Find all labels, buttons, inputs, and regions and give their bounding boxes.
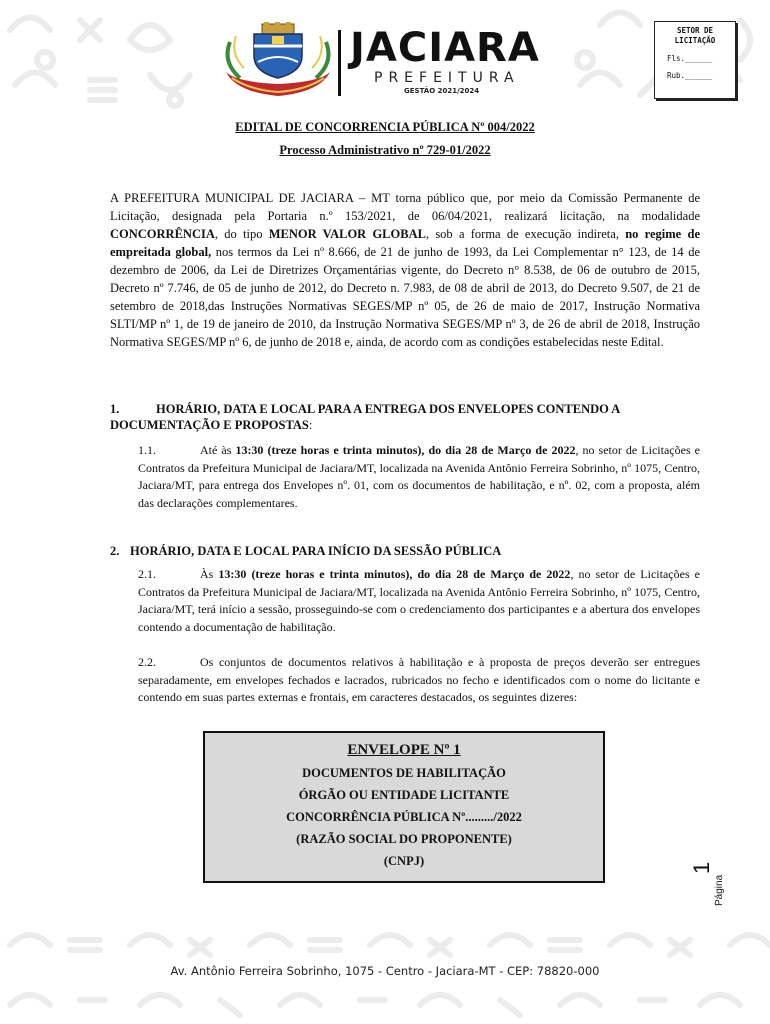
envelope-line-3: CONCORRÊNCIA PÚBLICA Nº........./2022 <box>286 810 522 824</box>
item-2-2-text: Os conjuntos de documentos relativos à habilitação e à proposta de preços deverão ser entregues separadamente, em envelopes fechados e lacrados, rubricados no fecho e identificados com o nome do licitante e contendo em suas partes externas e frontais, em caracteres destacados, os seguintes dizeres: <box>138 655 700 704</box>
term-label: GESTÃO 2021/2024 <box>404 87 480 95</box>
page-number-value: 1 <box>689 861 714 874</box>
city-name: JACIARA <box>350 25 540 71</box>
section-1-number: 1. <box>110 402 120 416</box>
prefeitura-label: PREFEITURA <box>374 70 520 86</box>
section-2-title: HORÁRIO, DATA E LOCAL PARA INÍCIO DA SESSÃO PÚBLICA <box>130 544 502 558</box>
section-1-heading <box>110 401 700 433</box>
stamp-title-line2: LICITAÇÃO <box>674 36 716 45</box>
item-2-1-text-c: , no setor de Licitações e Contratos da Prefeitura Municipal de Jaciara/MT, localizada na Avenida Antônio Ferreira Sobrinho, nº 1075, Centro, Jaciara/MT, terá início a sessão, prosseguindo-se com o credenciamento dos participantes e a abertura dos envelopes contendo a documentação de habilitação. <box>138 567 700 634</box>
item-2-1-date: 13:30 (treze horas e trinta minutos), do dia 28 de Março de 2022 <box>218 567 571 581</box>
page-label: Página <box>714 874 725 906</box>
licitacao-stamp <box>654 21 736 99</box>
item-1-1-text-c: , no setor de Licitações e Contratos da Prefeitura Municipal de Jaciara/MT, localizada na Avenida Antônio Ferreira Sobrinho, nº 1075, Centro, Jaciara/MT, para entrega dos Envelopes nº. 01, com os documentos de habilitação, e nº. 02, com a proposta, além das declarações complementares. <box>138 443 700 510</box>
edital-title: EDITAL DE CONCORRENCIA PÚBLICA Nº 004/2022 <box>235 120 535 134</box>
intro-text-2: , do tipo <box>214 227 269 241</box>
section-2-number: 2. <box>110 544 120 558</box>
envelope-line-5: (CNPJ) <box>383 854 425 868</box>
brand-divider <box>338 30 341 96</box>
stamp-title <box>655 26 735 46</box>
footer-address: Av. Antônio Ferreira Sobrinho, 1075 - Centro - Jaciara-MT - CEP: 78820-000 <box>170 964 600 978</box>
intro-bold-3: no regime de empreitada global, <box>110 227 700 259</box>
item-1-1 <box>138 442 700 512</box>
envelope-line-4: (RAZÃO SOCIAL DO PROPONENTE) <box>296 832 512 846</box>
stamp-rub: Rub.______ <box>667 71 713 80</box>
intro-bold-1: CONCORRÊNCIA <box>110 227 215 241</box>
item-2-1-number: 2.1. <box>138 567 156 581</box>
envelope-line-1: DOCUMENTOS DE HABILITAÇÃO <box>302 766 506 780</box>
processo-title: Processo Administrativo nº 729-01/2022 <box>279 143 491 157</box>
section-1-title: HORÁRIO, DATA E LOCAL PARA A ENTREGA DOS ENVELOPES CONTENDO A DOCUMENTAÇÃO E PROPOSTAS <box>110 402 620 432</box>
brand <box>350 25 540 95</box>
coat-of-arms-icon <box>222 22 334 100</box>
envelope-title: ENVELOPE Nº 1 <box>347 742 461 758</box>
intro-text-1: A PREFEITURA MUNICIPAL DE JACIARA – MT torna público que, por meio da Comissão Permanente de Licitação, designada pela Portaria n.º 153/2021, de 06/04/2021, realizará licitação, na modalidade <box>110 191 700 223</box>
stamp-title-line1: SETOR DE <box>676 26 714 35</box>
section-2-heading <box>110 543 700 559</box>
item-2-2 <box>138 654 700 707</box>
section-1-colon: : <box>308 418 313 432</box>
intro-text-4: nos termos da Lei nº 8.666, de 21 de junho de 1993, da Lei Complementar n° 123, de 14 de dezembro de 2006, da Lei de Diretrizes Orçamentárias vigente, do Decreto n° 8.538, de 06 de outubro de 2015, Decreto nº 7.746, de 05 de junho de 2012, do Decreto n. 7.983, de 08 de abril de 2013, do Decreto 9.507, de 21 de setembro de 2018,das Instruções Normativas SEGES/MP nº 05, de 26 de maio de 2017, Instrução Normativa SLTI/MP nº 1, de 19 de janeiro de 2010, da Instrução Normativa SEGES/MP nº 3, de 26 de abril de 2018, Instrução Normativa SEGES/MP nº 6, de junho de 2018 e, ainda, de acordo com as condições estabelecidas neste Edital. <box>110 245 700 349</box>
item-2-1-text-a: Às <box>200 567 219 581</box>
item-1-1-date: 13:30 (treze horas e trinta minutos), do dia 28 de Março de 2022 <box>235 443 576 457</box>
envelope-line-2: ÓRGÃO OU ENTIDADE LICITANTE <box>298 788 510 802</box>
item-2-1 <box>138 566 700 636</box>
intro-text-3: , sob a forma de execução indireta, <box>425 227 626 241</box>
stamp-fls: Fls.______ <box>667 54 713 63</box>
intro-paragraph <box>110 189 700 351</box>
item-1-1-number: 1.1. <box>138 443 156 457</box>
page-number <box>689 861 758 936</box>
intro-bold-2: MENOR VALOR GLOBAL <box>268 227 426 241</box>
envelope-box <box>203 731 605 883</box>
item-2-2-number: 2.2. <box>138 655 156 669</box>
item-1-1-text-a: Até às <box>200 443 236 457</box>
